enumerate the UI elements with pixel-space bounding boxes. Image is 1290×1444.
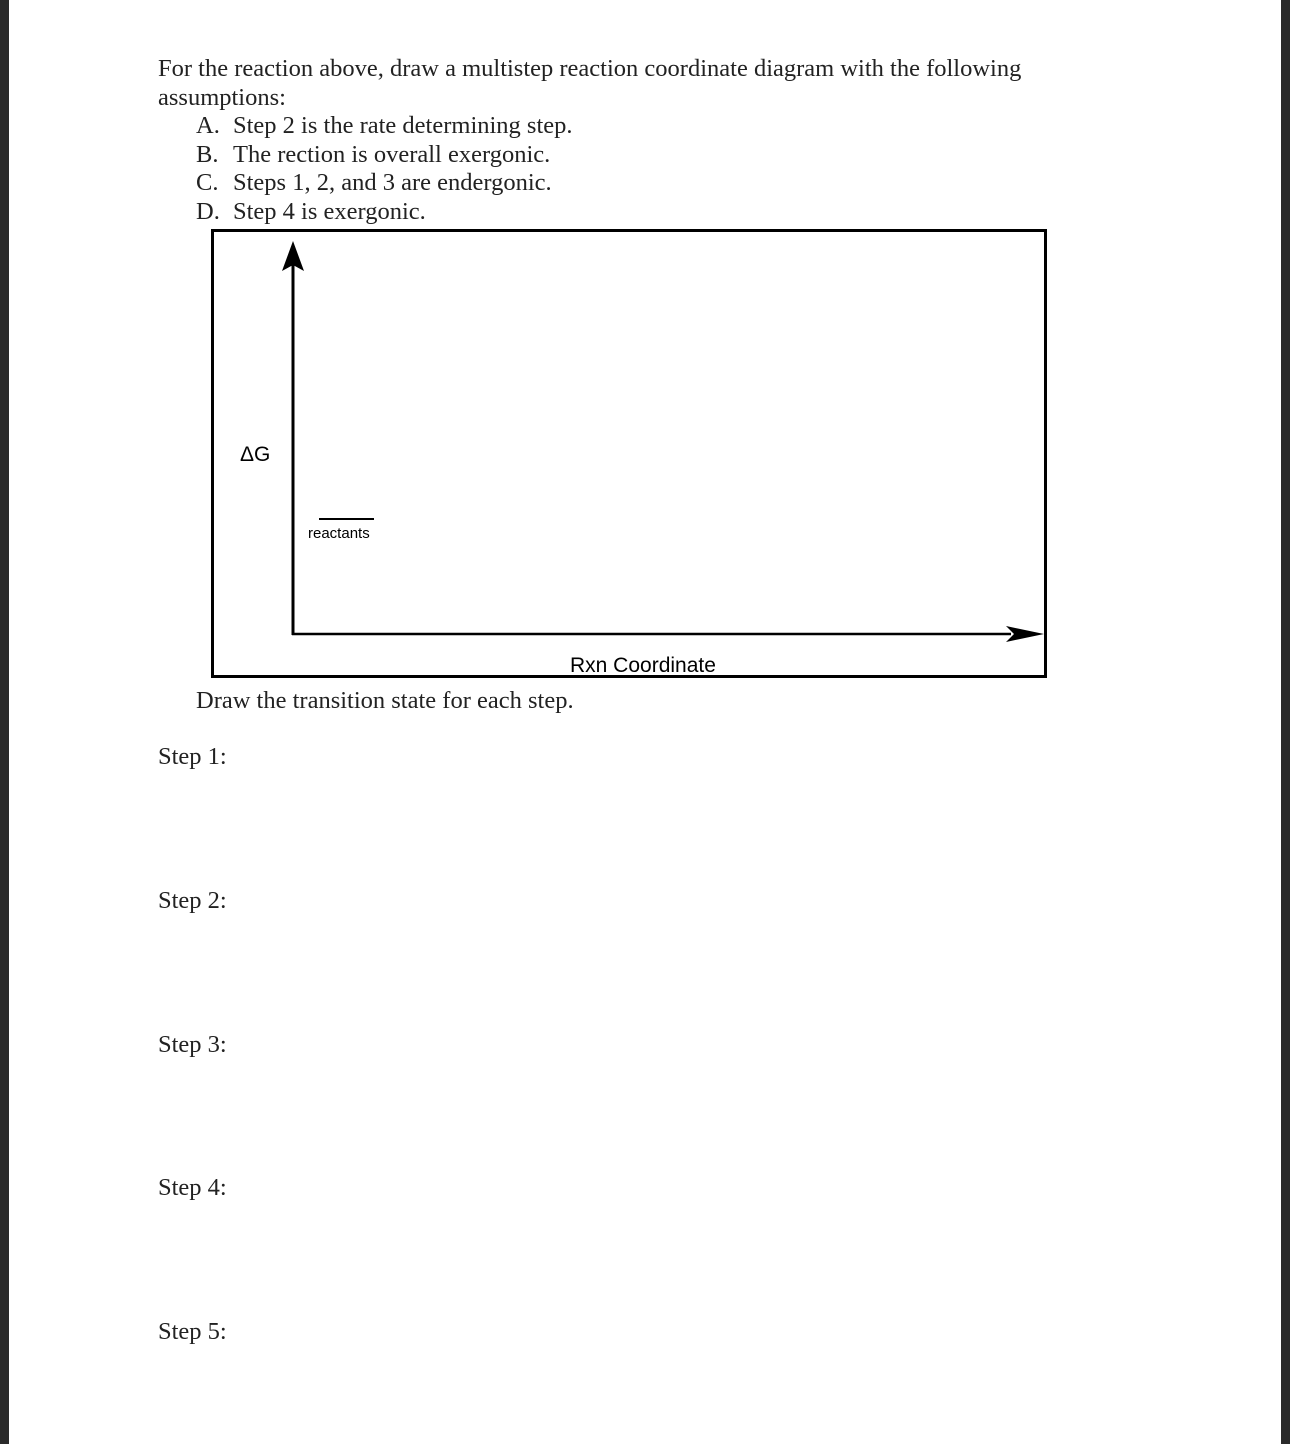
diagram-frame — [213, 231, 1046, 677]
question-intro: For the reaction above, draw a multistep reaction coordinate diagram with the following assumptions: — [158, 55, 1022, 111]
assumption-letter: B. — [196, 140, 219, 168]
assumption-text: Step 4 is exergonic. — [233, 198, 426, 226]
assumption-item — [196, 141, 573, 170]
assumption-text: Step 2 is the rate determining step. — [233, 112, 573, 139]
assumption-item — [196, 112, 573, 141]
assumption-letter: C. — [196, 169, 219, 197]
step-1-label: Step 1: — [158, 743, 227, 770]
step-4-label: Step 4: — [158, 1174, 227, 1201]
assumption-text: Steps 1, 2, and 3 are endergonic. — [233, 169, 552, 197]
assumption-item — [196, 169, 573, 198]
reaction-coordinate-diagram — [211, 229, 1048, 679]
assumption-item — [196, 198, 573, 227]
assumption-text: The rection is overall exergonic. — [233, 140, 551, 168]
document-page — [9, 0, 1281, 1444]
diagram-canvas — [211, 229, 1048, 679]
y-axis-label: ΔG — [240, 443, 271, 466]
reactants-label: reactants — [308, 525, 370, 542]
assumption-letter: A. — [196, 112, 220, 139]
step-2-label: Step 2: — [158, 887, 227, 914]
x-axis-label: Rxn Coordinate — [570, 654, 716, 677]
instruction-text: Draw the transition state for each step. — [196, 687, 574, 714]
assumption-letter: D. — [196, 198, 220, 226]
step-5-label: Step 5: — [158, 1318, 227, 1345]
assumptions-list — [196, 112, 573, 227]
step-3-label: Step 3: — [158, 1031, 227, 1058]
